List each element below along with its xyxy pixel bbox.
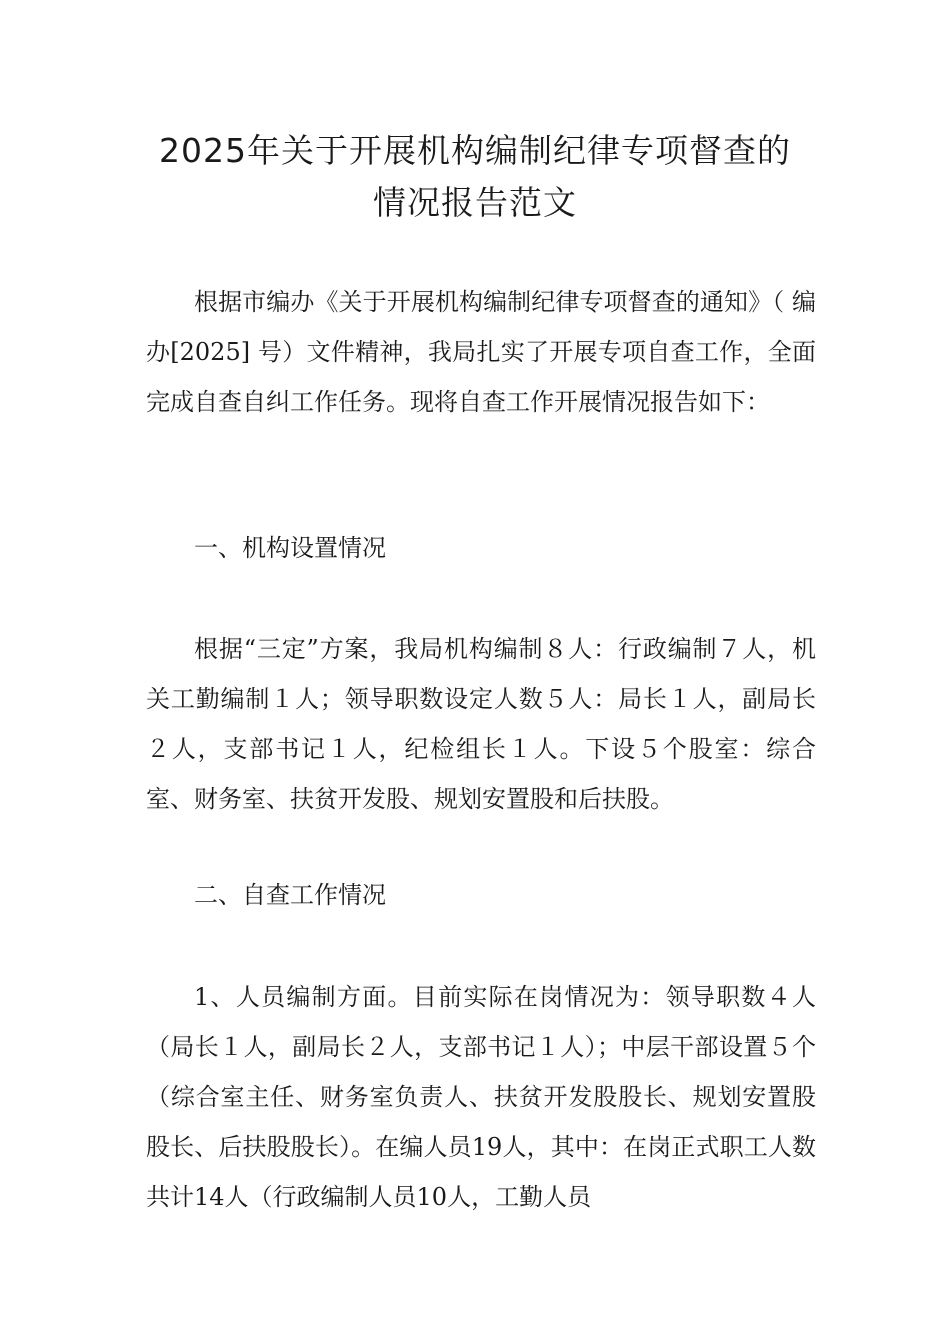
intro-paragraph: 根据市编办《关于开展机构编制纪律专项督查的通知》（ 编办[2025] 号）文件精神，我局扎实了开展专项自查工作，全面完成自查自纠工作任务。现将自查工作开展情况报告如下： [146,288,816,416]
document-title-line-2: 情况报告范文 [373,183,577,222]
section-2-heading: 二、自查工作情况 [194,881,386,909]
section-1-heading: 一、机构设置情况 [194,534,386,562]
section-1-paragraph: 根据“三定”方案，我局机构编制８人：行政编制７人，机关工勤编制１人；领导职数设定人数５人：局长１人，副局长２人，支部书记１人，纪检组长１人。下设５个股室：综合室、财务室、扶贫开发股、规划安置股和后扶股。 [146,635,816,813]
document-title-line-1: 2025年关于开展机构编制纪律专项督查的 [159,131,791,170]
section-2-paragraph: 1、人员编制方面。目前实际在岗情况为：领导职数４人（局长１人，副局长２人，支部书记１人）；中层干部设置５个（综合室主任、财务室负责人、扶贫开发股股长、规划安置股股长、后扶股股长）。在编人员19人，其中：在岗正式职工人数共计14人（行政编制人员10人，工勤人员 [146,983,816,1211]
